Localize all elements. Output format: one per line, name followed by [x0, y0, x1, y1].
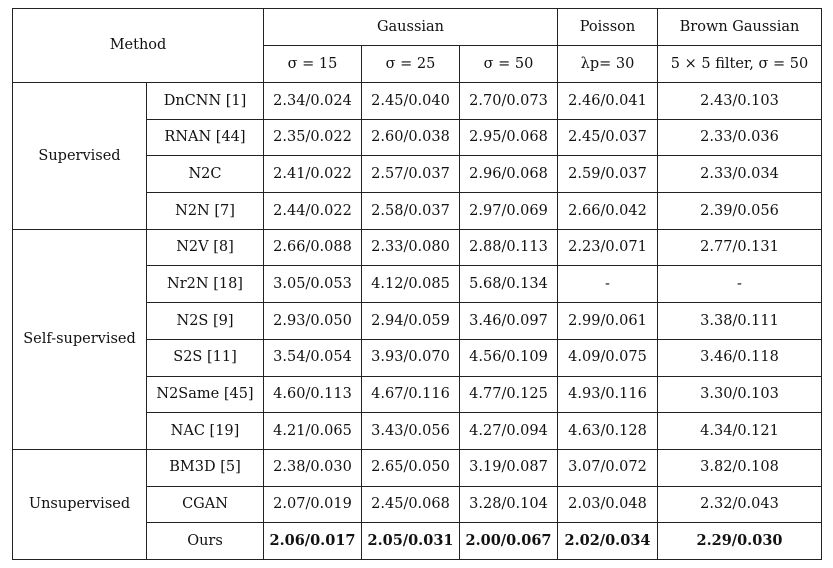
method-name: Ours: [147, 523, 264, 560]
result-cell: 2.33/0.080: [362, 229, 460, 266]
method-name: DnCNN [1]: [147, 83, 264, 120]
result-cell: 2.07/0.019: [264, 486, 362, 523]
result-cell: 3.38/0.111: [658, 303, 822, 340]
result-cell: 2.46/0.041: [558, 83, 658, 120]
result-cell: 2.65/0.050: [362, 449, 460, 486]
result-cell: 2.39/0.056: [658, 193, 822, 230]
header-row-groups: [13, 9, 822, 46]
result-cell: 2.45/0.068: [362, 486, 460, 523]
result-cell: 4.93/0.116: [558, 376, 658, 413]
result-cell: 2.57/0.037: [362, 156, 460, 193]
result-cell: 2.34/0.024: [264, 83, 362, 120]
result-cell: 2.05/0.031: [362, 523, 460, 560]
result-cell: 3.46/0.097: [460, 303, 558, 340]
result-cell: 2.33/0.034: [658, 156, 822, 193]
brown-gaussian-header: Brown Gaussian: [658, 9, 822, 46]
method-name: N2N [7]: [147, 193, 264, 230]
setting-brown-filter: 5 × 5 filter, σ = 50: [658, 46, 822, 83]
method-header: Method: [13, 9, 264, 83]
group-label: Self-supervised: [13, 229, 147, 449]
result-cell: 2.32/0.043: [658, 486, 822, 523]
result-cell: 2.03/0.048: [558, 486, 658, 523]
result-cell: 2.45/0.037: [558, 119, 658, 156]
result-cell: 3.82/0.108: [658, 449, 822, 486]
method-name: S2S [11]: [147, 339, 264, 376]
result-cell: 2.38/0.030: [264, 449, 362, 486]
result-cell: 2.35/0.022: [264, 119, 362, 156]
result-cell: 2.66/0.042: [558, 193, 658, 230]
result-cell: 2.23/0.071: [558, 229, 658, 266]
result-cell: 3.05/0.053: [264, 266, 362, 303]
result-cell: 2.41/0.022: [264, 156, 362, 193]
method-name: BM3D [5]: [147, 449, 264, 486]
setting-sigma-50: σ = 50: [460, 46, 558, 83]
results-table: [12, 8, 822, 560]
poisson-header: Poisson: [558, 9, 658, 46]
result-cell: 4.27/0.094: [460, 413, 558, 450]
result-cell: 2.44/0.022: [264, 193, 362, 230]
method-name: N2S [9]: [147, 303, 264, 340]
results-table-container: [12, 8, 822, 560]
result-cell: 2.95/0.068: [460, 119, 558, 156]
method-name: RNAN [44]: [147, 119, 264, 156]
method-name: N2V [8]: [147, 229, 264, 266]
result-cell: 4.77/0.125: [460, 376, 558, 413]
result-cell: 4.34/0.121: [658, 413, 822, 450]
result-cell: 4.09/0.075: [558, 339, 658, 376]
result-cell: 4.63/0.128: [558, 413, 658, 450]
result-cell: 3.28/0.104: [460, 486, 558, 523]
result-cell: 2.29/0.030: [658, 523, 822, 560]
result-cell: 4.12/0.085: [362, 266, 460, 303]
result-cell: 2.94/0.059: [362, 303, 460, 340]
setting-sigma-15: σ = 15: [264, 46, 362, 83]
result-cell: 4.56/0.109: [460, 339, 558, 376]
setting-lambda-30: λp= 30: [558, 46, 658, 83]
result-cell: 3.46/0.118: [658, 339, 822, 376]
method-name: N2Same [45]: [147, 376, 264, 413]
result-cell: 2.60/0.038: [362, 119, 460, 156]
result-cell: 3.19/0.087: [460, 449, 558, 486]
method-name: NAC [19]: [147, 413, 264, 450]
result-cell: 2.93/0.050: [264, 303, 362, 340]
table-row: [13, 449, 822, 486]
result-cell: 4.67/0.116: [362, 376, 460, 413]
result-cell: 2.77/0.131: [658, 229, 822, 266]
result-cell: 2.45/0.040: [362, 83, 460, 120]
table-row: [13, 83, 822, 120]
group-label: Supervised: [13, 83, 147, 230]
result-cell: -: [658, 266, 822, 303]
result-cell: 5.68/0.134: [460, 266, 558, 303]
method-name: CGAN: [147, 486, 264, 523]
result-cell: 2.99/0.061: [558, 303, 658, 340]
result-cell: 2.59/0.037: [558, 156, 658, 193]
result-cell: 3.93/0.070: [362, 339, 460, 376]
result-cell: 4.21/0.065: [264, 413, 362, 450]
result-cell: 2.70/0.073: [460, 83, 558, 120]
group-label: Unsupervised: [13, 449, 147, 559]
result-cell: 2.58/0.037: [362, 193, 460, 230]
result-cell: 2.00/0.067: [460, 523, 558, 560]
result-cell: -: [558, 266, 658, 303]
result-cell: 2.02/0.034: [558, 523, 658, 560]
result-cell: 3.43/0.056: [362, 413, 460, 450]
table-row: [13, 229, 822, 266]
result-cell: 3.30/0.103: [658, 376, 822, 413]
method-name: N2C: [147, 156, 264, 193]
result-cell: 2.96/0.068: [460, 156, 558, 193]
result-cell: 3.54/0.054: [264, 339, 362, 376]
result-cell: 2.66/0.088: [264, 229, 362, 266]
result-cell: 2.97/0.069: [460, 193, 558, 230]
result-cell: 2.33/0.036: [658, 119, 822, 156]
result-cell: 2.88/0.113: [460, 229, 558, 266]
setting-sigma-25: σ = 25: [362, 46, 460, 83]
result-cell: 2.06/0.017: [264, 523, 362, 560]
result-cell: 3.07/0.072: [558, 449, 658, 486]
result-cell: 2.43/0.103: [658, 83, 822, 120]
method-name: Nr2N [18]: [147, 266, 264, 303]
result-cell: 4.60/0.113: [264, 376, 362, 413]
gaussian-header: Gaussian: [264, 9, 558, 46]
